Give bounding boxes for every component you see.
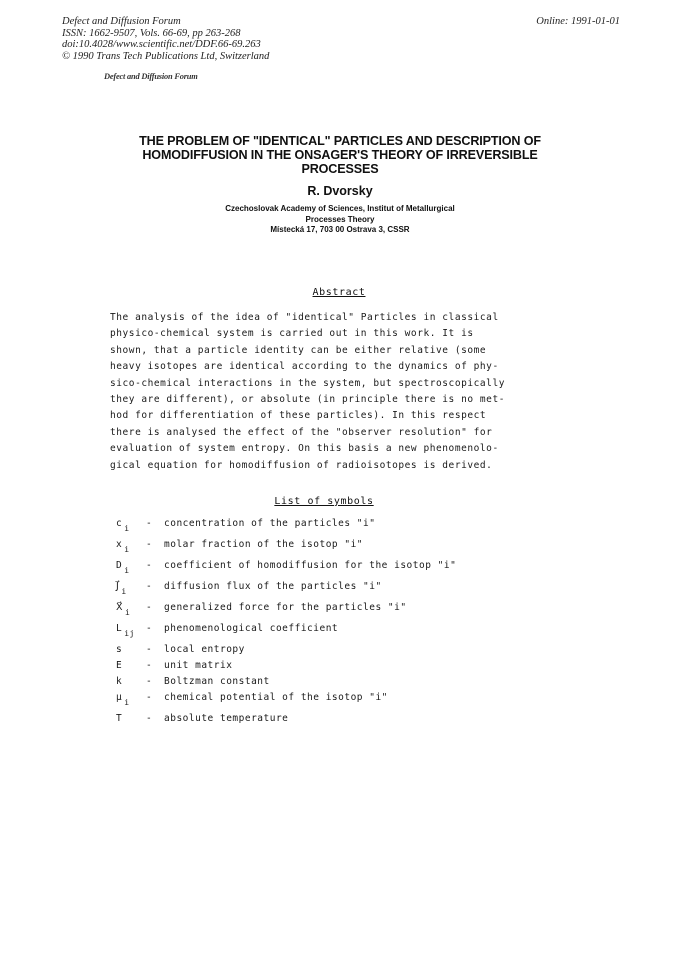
abstract-line: there is analysed the effect of the "observer resolution" for — [110, 426, 493, 438]
symbol-description: concentration of the particles "i" — [164, 518, 376, 529]
symbol-dash: - — [146, 713, 153, 724]
abstract-line: evaluation of system entropy. On this basis a new phenomenolo- — [110, 443, 499, 455]
title-line: HOMODIFFUSION IN THE ONSAGER'S THEORY OF IRREVERSIBLE — [142, 148, 538, 162]
symbol-row — [110, 518, 570, 539]
symbol-row — [110, 623, 570, 644]
symbol-dash: - — [146, 692, 153, 703]
symbol: c $_i$ — [116, 518, 130, 533]
symbol: T — [116, 713, 123, 724]
symbol-row — [110, 676, 570, 692]
symbol-row — [110, 602, 570, 623]
symbol-row — [110, 692, 570, 713]
symbol: k — [116, 676, 123, 687]
symbol-description: diffusion flux of the particles "i" — [164, 581, 382, 592]
symbol-description: absolute temperature — [164, 713, 289, 724]
symbol: D $_i$ — [116, 560, 130, 575]
author-affiliation — [90, 204, 590, 236]
symbol: J⃗ $_i$ — [116, 581, 127, 596]
affiliation-line: Místecká 17, 703 00 Ostrava 3, CSSR — [270, 225, 410, 234]
issn-line: ISSN: 1662-9507, Vols. 66-69, pp 263-268 — [62, 27, 241, 39]
symbol-dash: - — [146, 518, 153, 529]
symbol-description: phenomenological coefficient — [164, 623, 339, 634]
symbol-dash: - — [146, 660, 153, 671]
abstract-body — [110, 310, 570, 474]
symbol-dash: - — [146, 676, 153, 687]
symbol: E — [116, 660, 123, 671]
symbol-row — [110, 560, 570, 581]
abstract-line: they are different), or absolute (in principle there is no met- — [110, 394, 505, 406]
symbol: s — [116, 644, 123, 655]
abstract-line: physico-chemical system is carried out in this work. It is — [110, 328, 474, 340]
copyright-line: © 1990 Trans Tech Publications Ltd, Switzerland — [62, 50, 270, 62]
symbol: L $_{ij}$ — [116, 623, 135, 638]
title-line: THE PROBLEM OF "IDENTICAL" PARTICLES AND DESCRIPTION OF — [139, 134, 541, 148]
symbol-row — [110, 660, 570, 676]
symbol-dash: - — [146, 623, 153, 634]
symbol-dash: - — [146, 581, 153, 592]
symbol-row — [110, 539, 570, 560]
symbol-description: local entropy — [164, 644, 245, 655]
abstract-line: heavy isotopes are identical according to the dynamics of phy- — [110, 361, 499, 373]
title-line: PROCESSES — [301, 162, 379, 176]
symbol-row — [110, 644, 570, 660]
abstract-heading — [0, 287, 678, 298]
symbols-heading — [0, 496, 648, 507]
symbol-description: generalized force for the particles "i" — [164, 602, 407, 613]
symbol-description: Boltzman constant — [164, 676, 270, 687]
symbols-heading-text: List of symbols — [274, 496, 374, 507]
abstract-line: sico-chemical interactions in the system, but spectroscopically — [110, 377, 505, 389]
header-citation — [62, 16, 269, 62]
symbol-description: coefficient of homodiffusion for the isotop "i" — [164, 560, 457, 571]
affiliation-line: Processes Theory — [305, 214, 375, 224]
symbol-description: molar fraction of the isotop "i" — [164, 539, 364, 550]
symbol-dash: - — [146, 602, 153, 613]
abstract-line: The analysis of the idea of "identical" Particles in classical — [110, 312, 499, 323]
abstract-line: gical equation for homodiffusion of radioisotopes is derived. — [110, 459, 493, 471]
symbol-description: chemical potential of the isotop "i" — [164, 692, 388, 703]
symbol-row — [110, 713, 570, 729]
online-date: Online: 1991-01-01 — [536, 16, 620, 27]
scanned-header-fragment: Defect and Diffusion Forum — [104, 72, 198, 81]
symbol-dash: - — [146, 539, 153, 550]
paper-title — [90, 134, 590, 176]
symbol-dash: - — [146, 644, 153, 655]
abstract-line: hod for differentiation of these particles). In this respect — [110, 410, 487, 422]
abstract-heading-text: Abstract — [312, 287, 366, 298]
symbol-dash: - — [146, 560, 153, 571]
symbols-list — [110, 518, 570, 729]
symbol: μ $_i$ — [116, 692, 130, 707]
symbol-description: unit matrix — [164, 660, 233, 671]
journal-name: Defect and Diffusion Forum — [62, 16, 181, 27]
author-name: R. Dvorsky — [307, 184, 373, 198]
abstract-line: shown, that a particle identity can be either relative (some — [110, 344, 487, 356]
affiliation-line: Czechoslovak Academy of Sciences, Institut of Metallurgical — [225, 204, 455, 213]
doi-line: doi:10.4028/www.scientific.net/DDF.66-69.263 — [62, 39, 261, 50]
symbol: x $_i$ — [116, 539, 130, 554]
symbol-row — [110, 581, 570, 602]
symbol: X⃗ $_i$ — [116, 602, 131, 617]
